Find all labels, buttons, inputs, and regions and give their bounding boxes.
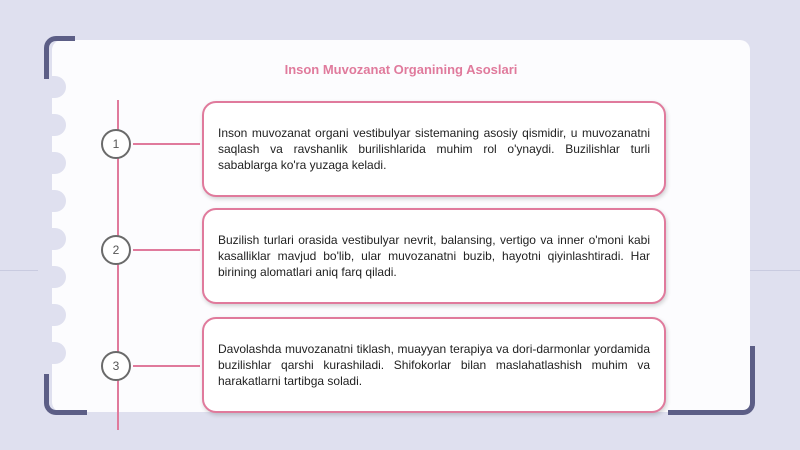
notebook-notch xyxy=(38,228,66,250)
step-number-circle: 3 xyxy=(101,351,131,381)
notebook-notch xyxy=(38,76,66,98)
corner-bracket-bottom-right xyxy=(668,346,755,415)
step-text: Inson muvozanat organi vestibulyar sistemaning asosiy qismidir, u muvozanatni saqlash va ravshanlik burilishlarida muhim rol o'ynaydi. Buzilishlar turli sabablarga ko'ra yuzaga keladi. xyxy=(218,126,650,172)
notebook-notch xyxy=(38,152,66,174)
diagram-title: Inson Muvozanat Organining Asoslari xyxy=(284,62,518,77)
notebook-notch xyxy=(38,266,66,288)
notebook-notch xyxy=(38,190,66,212)
step-box xyxy=(202,101,666,197)
step-box xyxy=(202,208,666,304)
step-number-circle: 1 xyxy=(101,129,131,159)
step-box xyxy=(202,317,666,413)
notebook-notch xyxy=(38,342,66,364)
notebook-notch xyxy=(38,114,66,136)
step-connector xyxy=(133,143,200,145)
step-text: Davolashda muvozanatni tiklash, muayyan terapiya va dori-darmonlar yordamida buzilishlar qarshi kurashiladi. Shifokorlar bilan maslahatlashish muhim va harakatlarni tartibga soladi. xyxy=(218,342,650,388)
notebook-notch xyxy=(38,304,66,326)
step-connector xyxy=(133,365,200,367)
corner-bracket-bottom-left xyxy=(44,374,87,415)
step-connector xyxy=(133,249,200,251)
step-number-circle: 2 xyxy=(101,235,131,265)
step-text: Buzilish turlari orasida vestibulyar nevrit, balansing, vertigo va inner o'moni kabi kasalliklar mavjud bo'lib, ular muvozanatni buzib, hayotni qiyinlashtiradi. Har birining alomatlari aniq farq qiladi. xyxy=(218,233,650,279)
